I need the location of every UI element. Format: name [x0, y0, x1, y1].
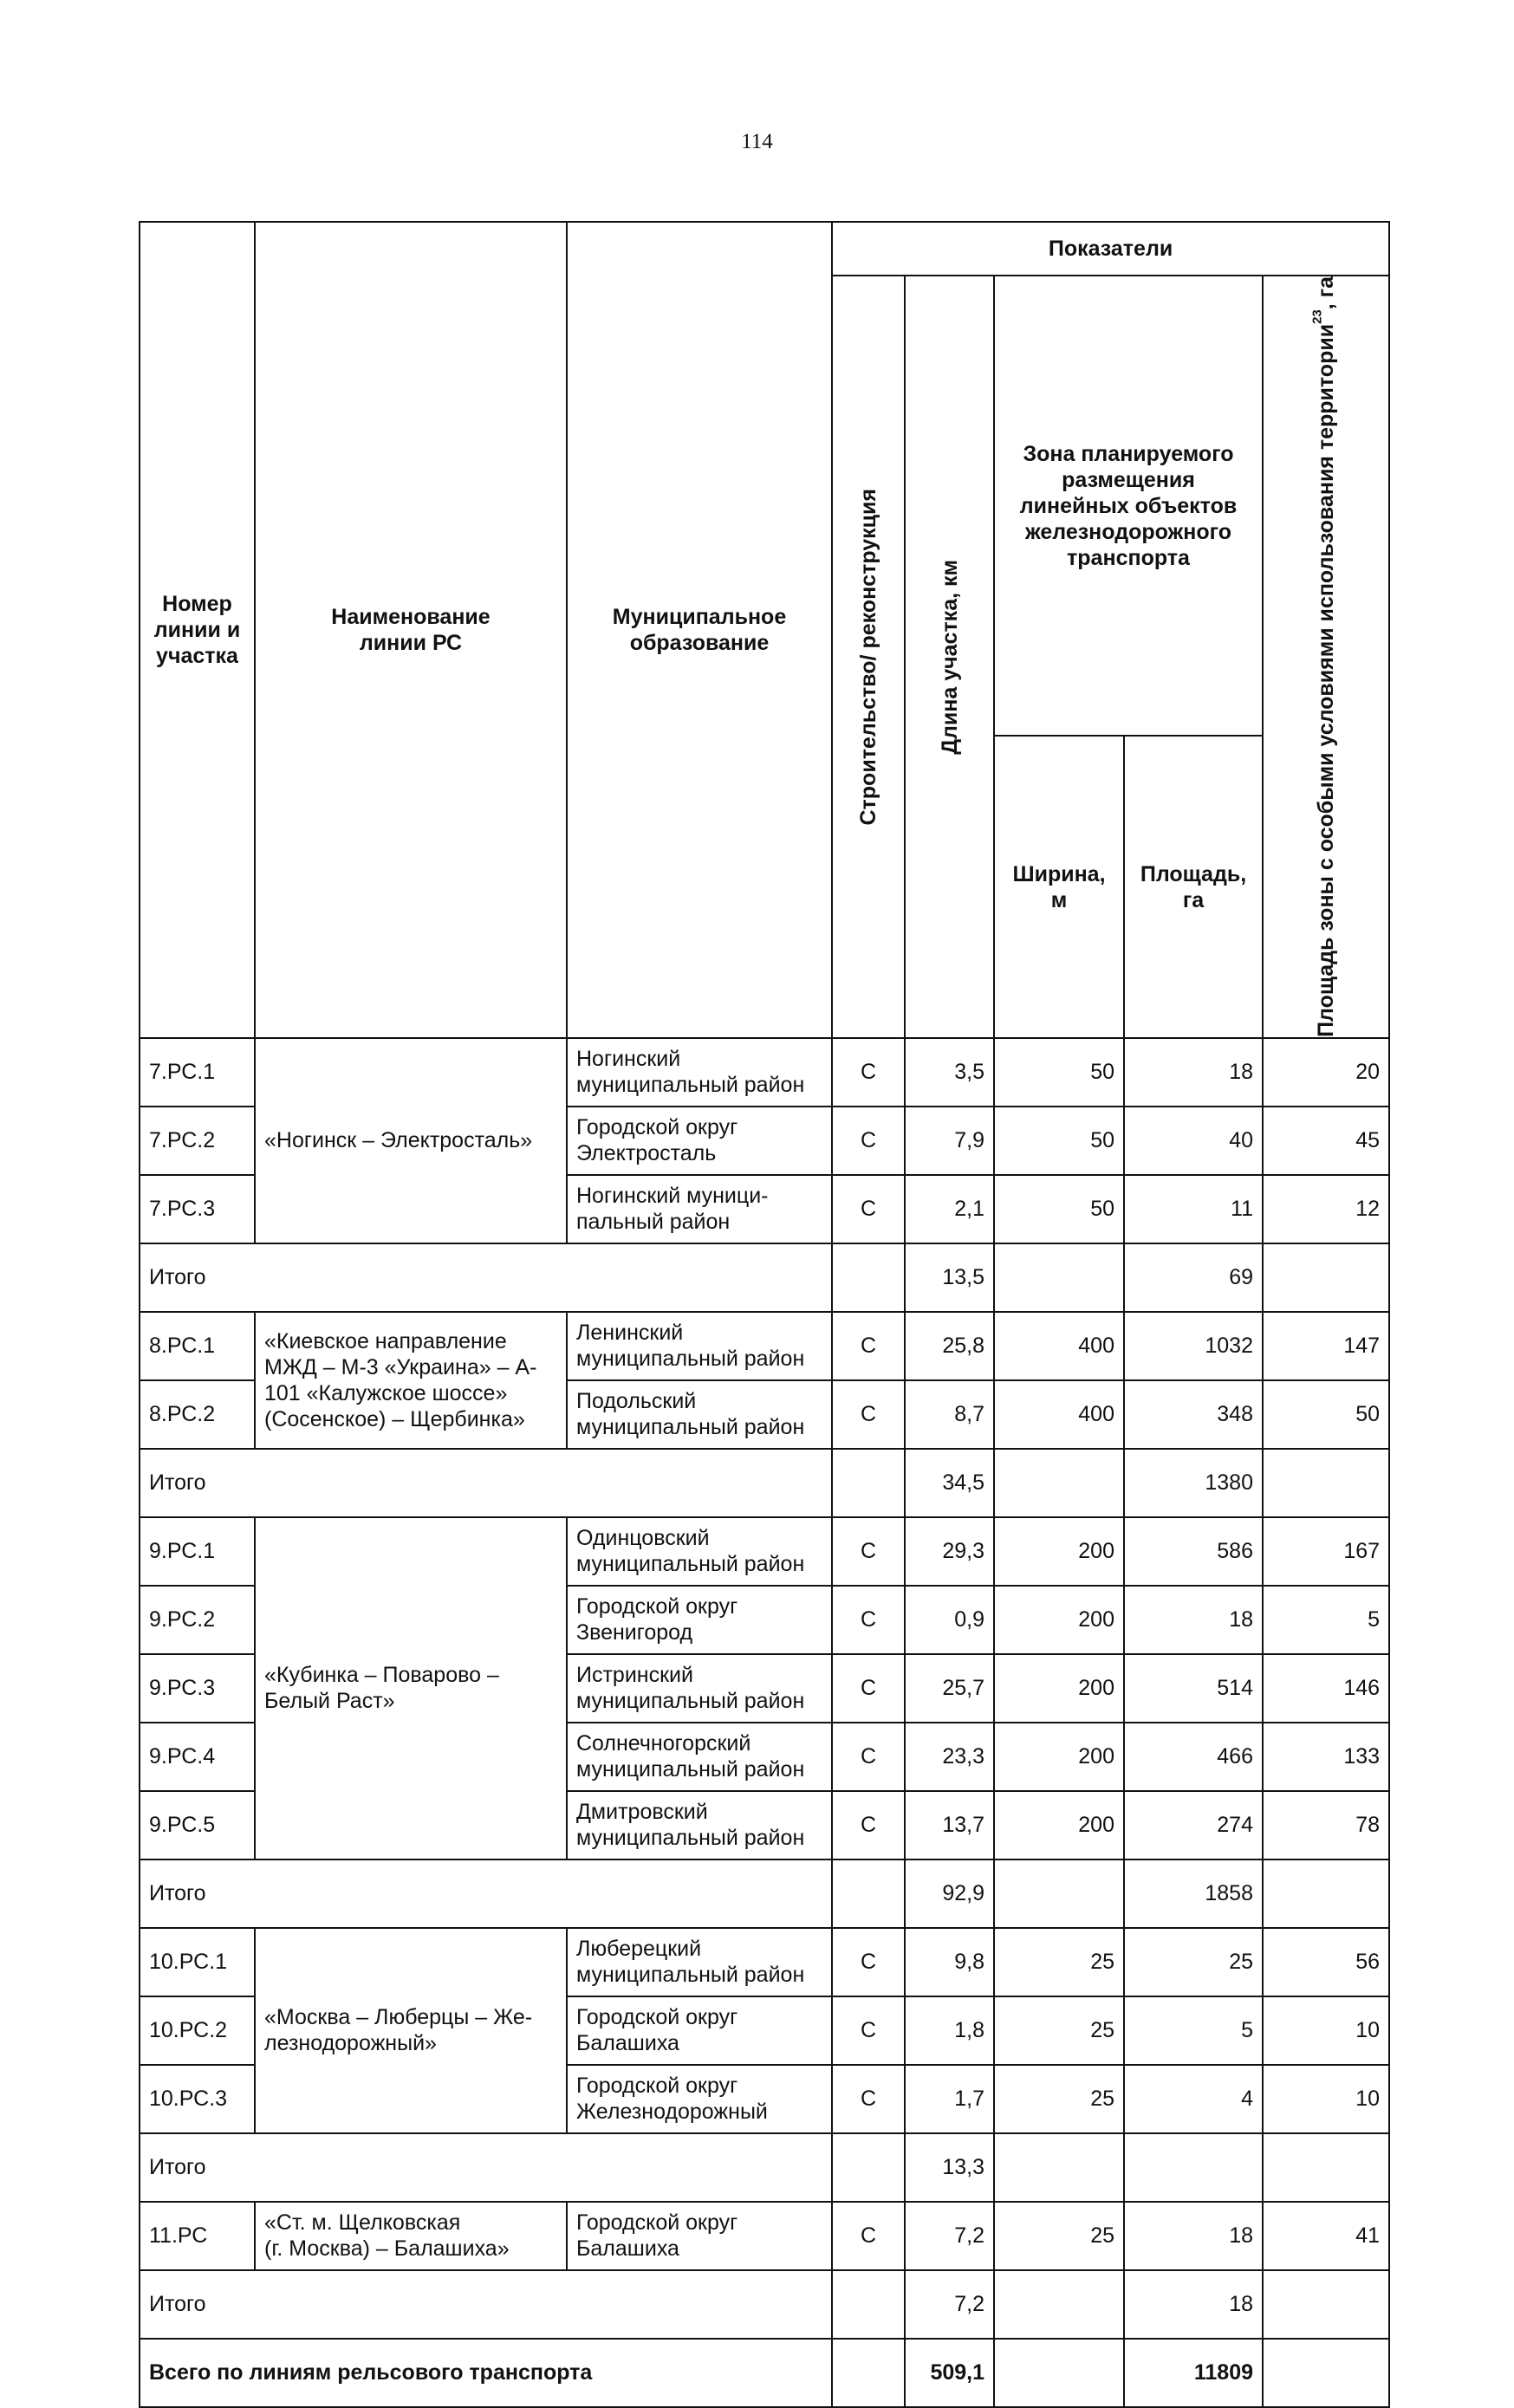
area-value: 40 — [1124, 1107, 1263, 1175]
width-value: 25 — [994, 2065, 1124, 2133]
area-value: 514 — [1124, 1654, 1263, 1723]
row-id: 10.РС.3 — [140, 2065, 255, 2133]
subtotal-construction — [832, 1860, 905, 1928]
line-name: «Москва – Люберцы – Же- лезнодорожный» — [255, 1928, 567, 2133]
length-value: 13,7 — [905, 1791, 994, 1860]
special-zone-value: 78 — [1263, 1791, 1389, 1860]
width-value: 25 — [994, 1928, 1124, 1996]
special-zone-value: 50 — [1263, 1380, 1389, 1449]
header-length: Длина участка, км — [905, 276, 994, 1038]
municipality: Городской округ Электросталь — [567, 1107, 832, 1175]
subtotal-width — [994, 1243, 1124, 1312]
area-value: 4 — [1124, 2065, 1263, 2133]
subtotal-length: 13,5 — [905, 1243, 994, 1312]
header-municipality: Муниципальное образование — [567, 222, 832, 1038]
grand-total-length: 509,1 — [905, 2339, 994, 2407]
special-zone-value: 5 — [1263, 1586, 1389, 1654]
grand-total-special — [1263, 2339, 1389, 2407]
row-id: 11.РС — [140, 2202, 255, 2270]
area-value: 1032 — [1124, 1312, 1263, 1380]
row-id: 8.РС.1 — [140, 1312, 255, 1380]
subtotal-label: Итого — [140, 1449, 832, 1517]
length-value: 23,3 — [905, 1723, 994, 1791]
construction-type: С — [832, 1175, 905, 1243]
construction-type: С — [832, 1380, 905, 1449]
table-row — [140, 1517, 1389, 1586]
row-id: 7.РС.2 — [140, 1107, 255, 1175]
header-area: Площадь, га — [1124, 736, 1263, 1037]
table-row — [140, 1038, 1389, 1107]
length-value: 3,5 — [905, 1038, 994, 1107]
subtotal-length: 92,9 — [905, 1860, 994, 1928]
row-id: 9.РС.2 — [140, 1586, 255, 1654]
subtotal-label: Итого — [140, 1243, 832, 1312]
width-value: 400 — [994, 1312, 1124, 1380]
grand-total-label: Всего по линиям рельсового транспорта — [140, 2339, 832, 2407]
grand-total-row — [140, 2339, 1389, 2407]
subtotal-special — [1263, 2270, 1389, 2339]
subtotal-row — [140, 2133, 1389, 2202]
width-value: 400 — [994, 1380, 1124, 1449]
municipality: Подольский муниципальный район — [567, 1380, 832, 1449]
municipality: Одинцовский муниципальный район — [567, 1517, 832, 1586]
area-value: 11 — [1124, 1175, 1263, 1243]
width-value: 200 — [994, 1791, 1124, 1860]
area-value: 18 — [1124, 1586, 1263, 1654]
width-value: 25 — [994, 1996, 1124, 2065]
municipality: Городской округ Звенигород — [567, 1586, 832, 1654]
area-value: 466 — [1124, 1723, 1263, 1791]
length-value: 1,8 — [905, 1996, 994, 2065]
municipality: Ленинский муниципальный район — [567, 1312, 832, 1380]
subtotal-row — [140, 1860, 1389, 1928]
width-value: 50 — [994, 1107, 1124, 1175]
subtotal-width — [994, 1449, 1124, 1517]
construction-type: С — [832, 2065, 905, 2133]
construction-type: С — [832, 1791, 905, 1860]
subtotal-length: 7,2 — [905, 2270, 994, 2339]
table-row — [140, 1312, 1389, 1380]
municipality: Городской округ Балашиха — [567, 1996, 832, 2065]
municipality: Истринский муниципальный район — [567, 1654, 832, 1723]
subtotal-area — [1124, 2133, 1263, 2202]
construction-type: С — [832, 1928, 905, 1996]
row-id: 9.РС.5 — [140, 1791, 255, 1860]
row-id: 10.РС.1 — [140, 1928, 255, 1996]
row-id: 8.РС.2 — [140, 1380, 255, 1449]
subtotal-width — [994, 2270, 1124, 2339]
municipality: Солнечногорский муниципальный район — [567, 1723, 832, 1791]
header-construction: Строительство/ реконструкция — [832, 276, 905, 1038]
construction-type: С — [832, 1586, 905, 1654]
municipality: Городской округ Железнодорожный — [567, 2065, 832, 2133]
row-id: 9.РС.3 — [140, 1654, 255, 1723]
subtotal-label: Итого — [140, 2270, 832, 2339]
subtotal-construction — [832, 1449, 905, 1517]
grand-total-area: 11809 — [1124, 2339, 1263, 2407]
municipality: Ногинский муниципальный район — [567, 1038, 832, 1107]
header-line-name: Наименование линии РС — [255, 222, 567, 1038]
length-value: 7,9 — [905, 1107, 994, 1175]
special-zone-value: 12 — [1263, 1175, 1389, 1243]
special-zone-value: 20 — [1263, 1038, 1389, 1107]
construction-type: С — [832, 1654, 905, 1723]
length-value: 8,7 — [905, 1380, 994, 1449]
area-value: 25 — [1124, 1928, 1263, 1996]
subtotal-special — [1263, 2133, 1389, 2202]
line-name: «Ст. м. Щелковская (г. Москва) – Балашиха» — [255, 2202, 567, 2270]
subtotal-label: Итого — [140, 2133, 832, 2202]
header-indicators: Показатели — [832, 222, 1389, 276]
area-value: 5 — [1124, 1996, 1263, 2065]
area-value: 348 — [1124, 1380, 1263, 1449]
width-value: 50 — [994, 1038, 1124, 1107]
special-zone-value: 133 — [1263, 1723, 1389, 1791]
page-number: 114 — [741, 130, 773, 153]
row-id: 7.РС.3 — [140, 1175, 255, 1243]
length-value: 25,8 — [905, 1312, 994, 1380]
grand-total-construction — [832, 2339, 905, 2407]
length-value: 7,2 — [905, 2202, 994, 2270]
area-value: 18 — [1124, 2202, 1263, 2270]
special-zone-value: 56 — [1263, 1928, 1389, 1996]
row-id: 10.РС.2 — [140, 1996, 255, 2065]
subtotal-construction — [832, 1243, 905, 1312]
subtotal-length: 13,3 — [905, 2133, 994, 2202]
length-value: 1,7 — [905, 2065, 994, 2133]
row-id: 9.РС.4 — [140, 1723, 255, 1791]
subtotal-width — [994, 2133, 1124, 2202]
subtotal-construction — [832, 2133, 905, 2202]
special-zone-value: 10 — [1263, 2065, 1389, 2133]
special-zone-value: 147 — [1263, 1312, 1389, 1380]
municipality: Люберецкий муниципальный район — [567, 1928, 832, 1996]
header-zone: Зона планируемого размещения линейных объектов железнодорожного транспорта — [994, 276, 1263, 736]
row-id: 9.РС.1 — [140, 1517, 255, 1586]
grand-total-width — [994, 2339, 1124, 2407]
municipality: Ногинский муници- пальный район — [567, 1175, 832, 1243]
width-value: 50 — [994, 1175, 1124, 1243]
length-value: 9,8 — [905, 1928, 994, 1996]
width-value: 200 — [994, 1723, 1124, 1791]
line-name: «Кубинка – Поварово – Белый Раст» — [255, 1517, 567, 1860]
width-value: 200 — [994, 1586, 1124, 1654]
special-zone-value: 167 — [1263, 1517, 1389, 1586]
construction-type: С — [832, 1517, 905, 1586]
municipality: Дмитровский муниципальный район — [567, 1791, 832, 1860]
rail-lines-table — [139, 221, 1390, 2408]
subtotal-special — [1263, 1860, 1389, 1928]
construction-type: С — [832, 1312, 905, 1380]
row-id: 7.РС.1 — [140, 1038, 255, 1107]
subtotal-length: 34,5 — [905, 1449, 994, 1517]
subtotal-row — [140, 2270, 1389, 2339]
subtotal-area: 1858 — [1124, 1860, 1263, 1928]
subtotal-width — [994, 1860, 1124, 1928]
construction-type: С — [832, 1996, 905, 2065]
area-value: 586 — [1124, 1517, 1263, 1586]
area-value: 18 — [1124, 1038, 1263, 1107]
length-value: 29,3 — [905, 1517, 994, 1586]
special-zone-value: 146 — [1263, 1654, 1389, 1723]
subtotal-row — [140, 1449, 1389, 1517]
construction-type: С — [832, 1038, 905, 1107]
subtotal-area: 18 — [1124, 2270, 1263, 2339]
subtotal-construction — [832, 2270, 905, 2339]
line-name: «Киевское направление МЖД – М-3 «Украина» – А- 101 «Калужское шоссе» (Сосенское) – Щербинка» — [255, 1312, 567, 1449]
subtotal-special — [1263, 1243, 1389, 1312]
municipality: Городской округ Балашиха — [567, 2202, 832, 2270]
construction-type: С — [832, 2202, 905, 2270]
special-zone-value: 41 — [1263, 2202, 1389, 2270]
special-zone-value: 45 — [1263, 1107, 1389, 1175]
area-value: 274 — [1124, 1791, 1263, 1860]
table-row — [140, 2202, 1389, 2270]
construction-type: С — [832, 1107, 905, 1175]
subtotal-area: 69 — [1124, 1243, 1263, 1312]
subtotal-label: Итого — [140, 1860, 832, 1928]
width-value: 25 — [994, 2202, 1124, 2270]
width-value: 200 — [994, 1654, 1124, 1723]
subtotal-row — [140, 1243, 1389, 1312]
width-value: 200 — [994, 1517, 1124, 1586]
construction-type: С — [832, 1723, 905, 1791]
line-name: «Ногинск – Электросталь» — [255, 1038, 567, 1243]
table-row — [140, 1928, 1389, 1996]
special-zone-value: 10 — [1263, 1996, 1389, 2065]
header-width: Ширина, м — [994, 736, 1124, 1037]
subtotal-special — [1263, 1449, 1389, 1517]
header-special-zone: Площадь зоны с особыми условиями использования территории$^{23}$, га — [1263, 276, 1389, 1038]
length-value: 2,1 — [905, 1175, 994, 1243]
subtotal-area: 1380 — [1124, 1449, 1263, 1517]
length-value: 25,7 — [905, 1654, 994, 1723]
length-value: 0,9 — [905, 1586, 994, 1654]
header-number: Номер линии и участка — [140, 222, 255, 1038]
